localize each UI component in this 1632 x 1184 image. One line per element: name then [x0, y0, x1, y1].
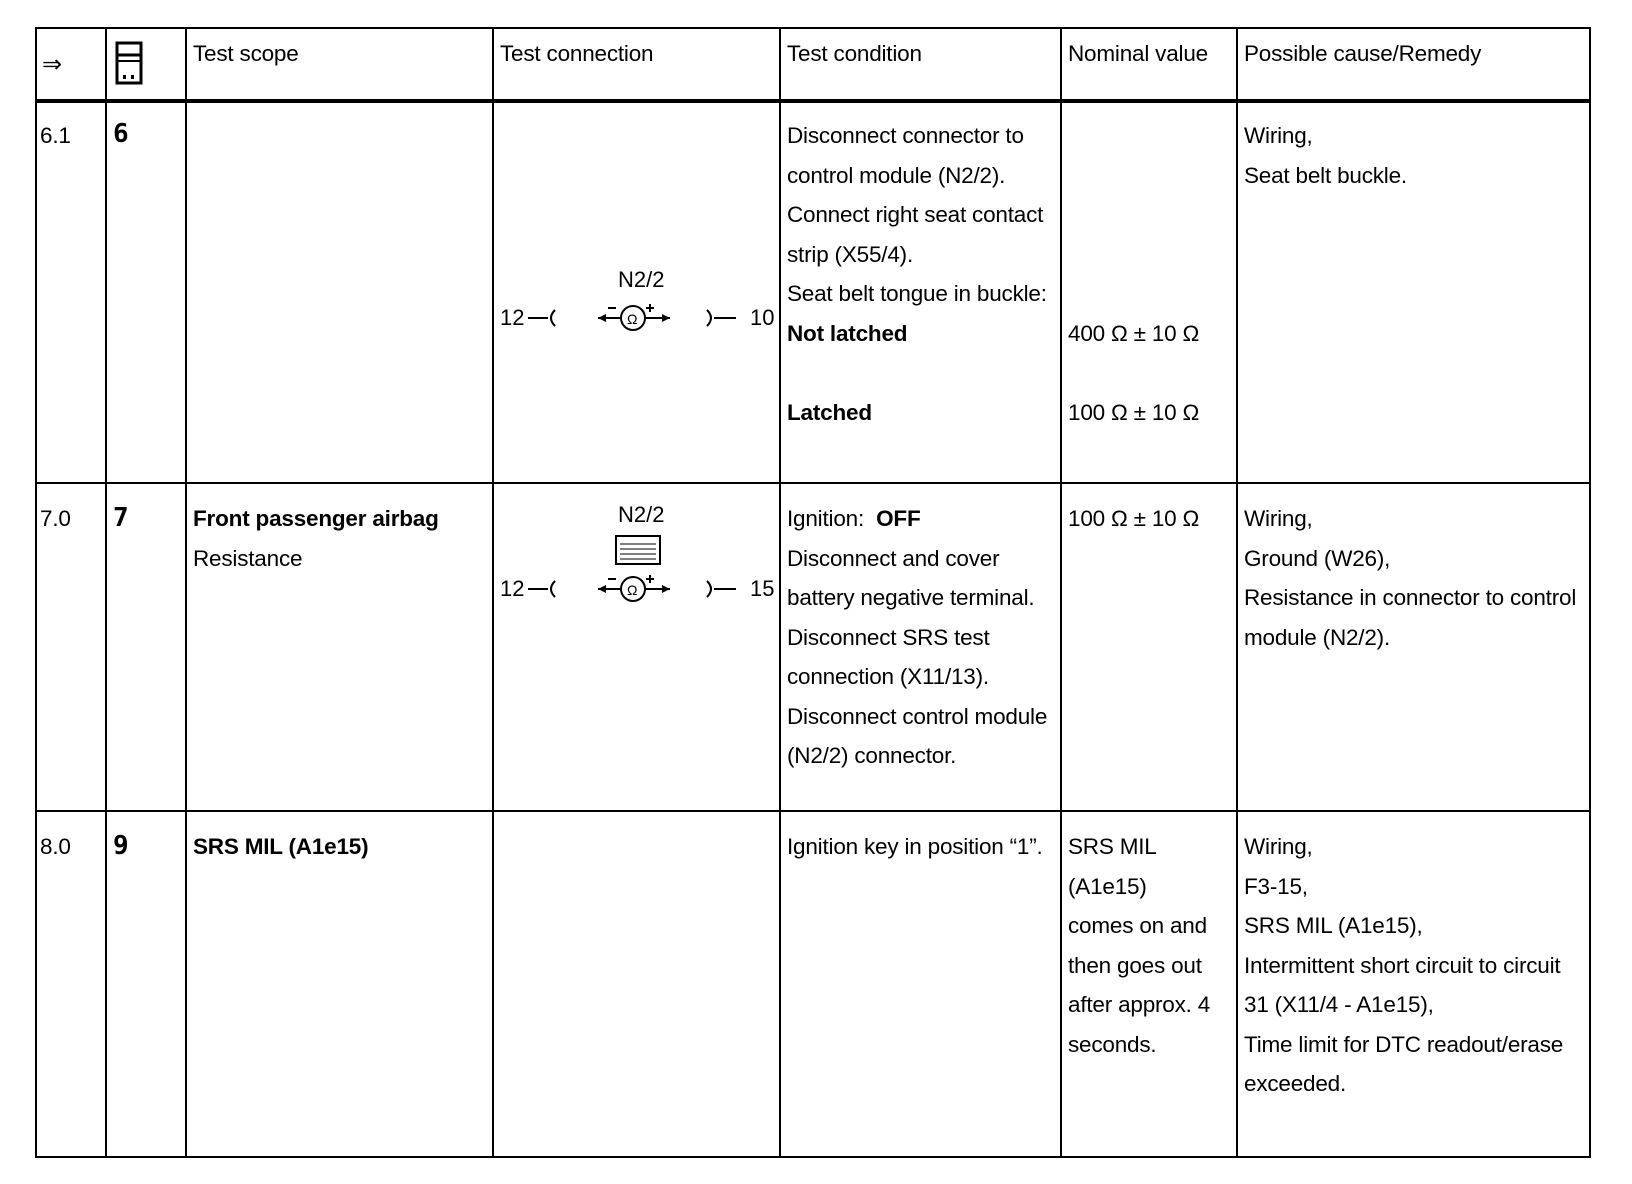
column-divider	[185, 27, 187, 1158]
row-divider	[35, 810, 1591, 812]
header-divider	[35, 99, 1591, 103]
cause-line: Wiring,	[1244, 506, 1313, 531]
left-pin-number: 12	[500, 576, 525, 601]
connection-label: N2/2	[618, 267, 665, 292]
condition-line: strip (X55/4).	[787, 241, 913, 267]
step-number: 8.0	[40, 834, 71, 859]
ignition-label: Ignition:	[787, 506, 865, 531]
column-divider	[1060, 27, 1062, 1158]
condition-line: Disconnect control module	[787, 703, 1048, 729]
tester-icon	[115, 41, 145, 85]
condition-ignition	[787, 499, 1047, 539]
nominal-line: seconds.	[1068, 1031, 1157, 1057]
nominal-line: then goes out	[1068, 952, 1202, 978]
connection-diagram	[500, 267, 775, 347]
nominal-value-header: Nominal value	[1068, 41, 1208, 66]
condition-case: Not latched	[787, 320, 908, 346]
table-right-border	[1589, 27, 1591, 1158]
test-scope	[193, 499, 439, 578]
left-pin-number: 12	[500, 305, 525, 330]
possible-cause	[1244, 116, 1407, 195]
column-divider	[105, 27, 107, 1158]
condition-line: connection (X11/13).	[787, 664, 989, 689]
row-divider	[35, 482, 1591, 484]
nominal-value: 100 Ω ± 10 Ω	[1068, 506, 1200, 531]
cause-line: exceeded.	[1244, 1071, 1347, 1096]
cause-line: Ground (W26),	[1244, 545, 1391, 571]
possible-cause-header: Possible cause/Remedy	[1244, 41, 1482, 66]
condition-line: (N2/2) connector.	[787, 743, 957, 768]
cause-line: Resistance in connector to control	[1244, 585, 1577, 610]
right-pin-number: 15	[750, 576, 775, 601]
table-bottom-border	[35, 1156, 1591, 1158]
socket-number: 9	[113, 831, 129, 861]
test-connection-header: Test connection	[500, 41, 654, 66]
step-number: 7.0	[40, 506, 71, 531]
nominal-line: after approx. 4	[1068, 992, 1211, 1017]
nominal-line: comes on and	[1068, 913, 1207, 938]
cause-line: SRS MIL (A1e15),	[1244, 913, 1423, 938]
column-divider	[1236, 27, 1238, 1158]
nominal-line: (A1e15)	[1068, 873, 1147, 899]
cause-line: 31 (X11/4 - A1e15),	[1244, 992, 1434, 1017]
step-number: 6.1	[40, 123, 71, 148]
connection-diagram	[500, 502, 775, 612]
socket-number: 6	[113, 119, 129, 149]
scope-title: Front passenger airbag	[193, 506, 439, 531]
ohmmeter-symbol	[500, 267, 775, 347]
condition-line: Seat belt tongue in buckle:	[787, 281, 1047, 306]
cause-line: Time limit for DTC readout/erase	[1244, 1031, 1564, 1057]
arrow-column-header: ⇒	[42, 51, 62, 78]
test-table	[35, 27, 1591, 1158]
possible-cause	[1244, 827, 1563, 1104]
cause-line: Seat belt buckle.	[1244, 162, 1407, 188]
ignition-value: OFF	[876, 506, 921, 531]
right-pin-number: 10	[750, 305, 775, 330]
cause-line: Wiring,	[1244, 123, 1313, 148]
table-left-border	[35, 27, 37, 1158]
svg-text:Ω: Ω	[627, 582, 638, 598]
cause-line: Wiring,	[1244, 834, 1313, 859]
ohmmeter-symbol	[500, 502, 775, 612]
condition-case: Latched	[787, 399, 872, 425]
nominal-value: 100 Ω ± 10 Ω	[1068, 400, 1200, 425]
socket-number: 7	[113, 503, 129, 533]
column-divider	[492, 27, 494, 1158]
test-condition-header: Test condition	[787, 41, 922, 66]
test-condition	[787, 499, 1047, 776]
nominal-value	[1068, 827, 1210, 1064]
condition-line: Connect right seat contact	[787, 202, 1044, 227]
cause-line: module (N2/2).	[1244, 624, 1391, 650]
cause-line: F3-15,	[1244, 873, 1308, 899]
table-top-border	[35, 27, 1591, 29]
condition-line: control module (N2/2).	[787, 162, 1006, 188]
condition-line: Disconnect SRS test	[787, 624, 990, 650]
nominal-value: 400 Ω ± 10 Ω	[1068, 321, 1200, 346]
scope-title: SRS MIL (A1e15)	[193, 834, 369, 859]
nominal-line: SRS MIL	[1068, 834, 1157, 859]
condition-line: Disconnect and cover	[787, 545, 1000, 571]
test-scope-header: Test scope	[193, 41, 299, 66]
svg-text:Ω: Ω	[627, 311, 638, 327]
connection-label: N2/2	[618, 502, 665, 527]
cause-line: Intermittent short circuit to circuit	[1244, 952, 1561, 978]
column-divider	[779, 27, 781, 1158]
condition-line: battery negative terminal.	[787, 585, 1035, 610]
test-condition	[787, 116, 1047, 432]
scope-subtitle: Resistance	[193, 545, 303, 571]
possible-cause	[1244, 499, 1576, 657]
test-condition: Ignition key in position “1”.	[787, 834, 1043, 859]
condition-line: Disconnect connector to	[787, 123, 1024, 148]
